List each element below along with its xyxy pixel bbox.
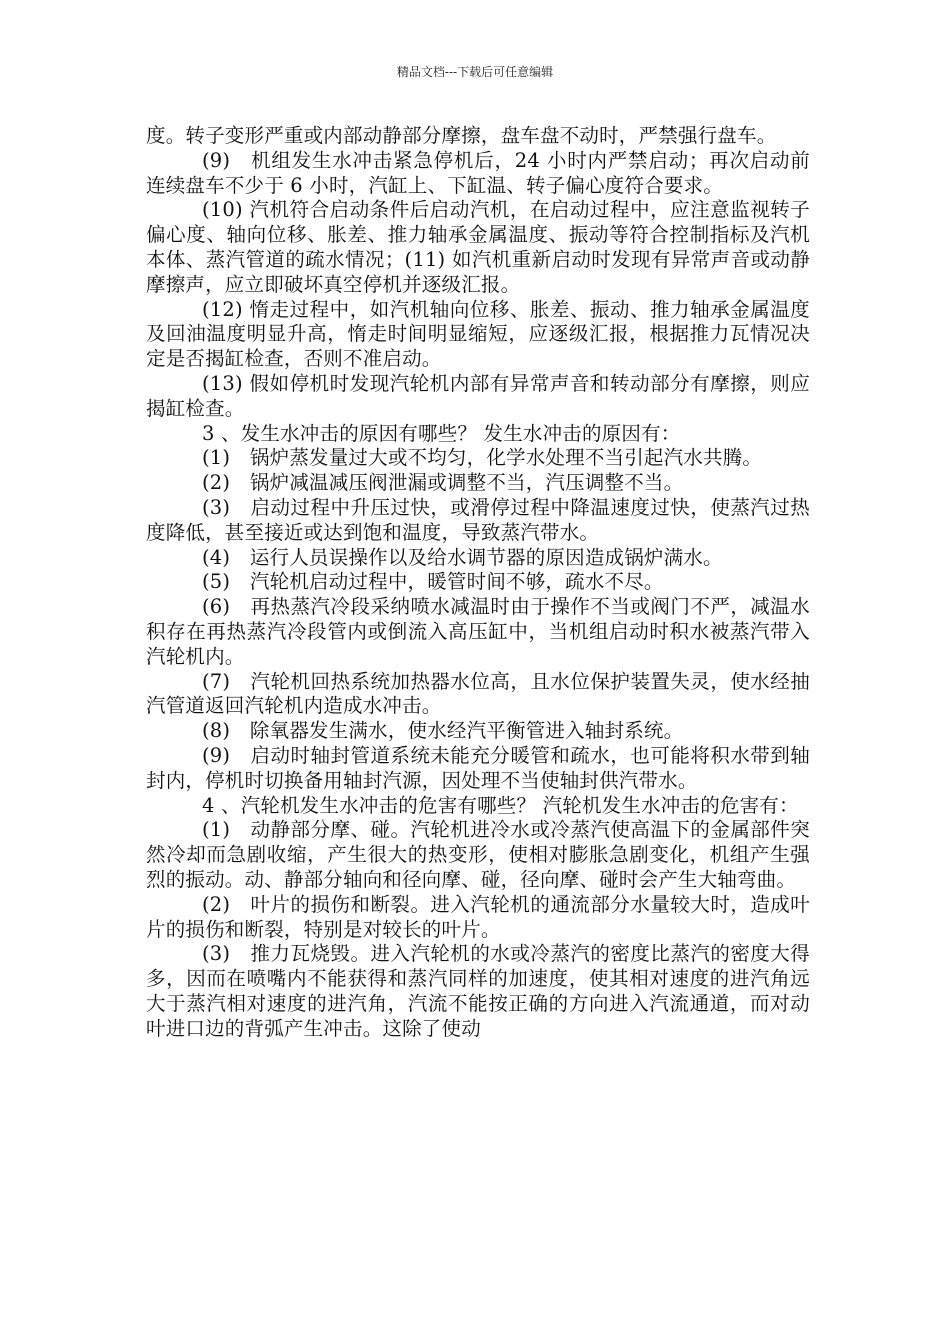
document-body [146, 124, 810, 1041]
section-heading-4: 4 、汽轮机发生水冲击的危害有哪些？ 汽轮机发生水冲击的危害有： [202, 793, 799, 817]
paragraph-item-9: (9) 机组发生水冲击紧急停机后，24 小时内严禁启动；再次启动前连续盘车不少于 6 小时，汽缸上、下缸温、转子偏心度符合要求。 [146, 148, 810, 197]
paragraph-cause-3: (3) 启动过程中升压过快，或滑停过程中降温速度过快，使蒸汽过热度降低，甚至接近或达到饱和温度，导致蒸汽带水。 [146, 495, 810, 544]
paragraph-harm-1: (1) 动静部分摩、碰。汽轮机进冷水或冷蒸汽使高温下的金属部件突然冷却而急剧收缩，产生很大的热变形，使相对膨胀急剧变化，机组产生强烈的振动。动、静部分轴向和径向摩、碰，径向摩、碰时会产生大轴弯曲。 [146, 818, 810, 891]
paragraph-cause-6: (6) 再热蒸汽冷段采纳喷水减温时由于操作不当或阀门不严，减温水积存在再热蒸汽冷段管内或倒流入高压缸中，当机组启动时积水被蒸汽带入汽轮机内。 [146, 595, 810, 668]
paragraph-continuation: 度。转子变形严重或内部动静部分摩擦，盘车盘不动时，严禁强行盘车。 [146, 124, 777, 147]
paragraph-cause-4: (4) 运行人员误操作以及给水调节器的原因造成锅炉满水。 [202, 545, 723, 569]
paragraph-harm-3: (3) 推力瓦烧毁。进入汽轮机的水或冷蒸汽的密度比蒸汽的密度大得多，因而在喷嘴内不能获得和蒸汽同样的加速度，使其相对速度的进汽角远大于蒸汽相对速度的进汽角，汽流不能按正确的方向进入汽流通道，而对动叶进口边的背弧产生冲击。这除了使动 [146, 942, 810, 1040]
paragraph-cause-5: (5) 汽轮机启动过程中，暖管时间不够，疏水不尽。 [202, 570, 664, 594]
paragraph-cause-1: (1) 锅炉蒸发量过大或不均匀，化学水处理不当引起汽水共腾。 [202, 446, 763, 470]
paragraph-cause-9: (9) 启动时轴封管道系统未能充分暖管和疏水，也可能将积水带到轴封内，停机时切换备用轴封汽源，因处理不当使轴封供汽带水。 [146, 743, 810, 792]
section-heading-3: 3 、发生水冲击的原因有哪些？ 发生水冲击的原因有： [202, 421, 681, 445]
paragraph-harm-2: (2) 叶片的损伤和断裂。进入汽轮机的通流部分水量较大时，造成叶片的损伤和断裂，特别是对较长的叶片。 [146, 892, 810, 941]
paragraph-cause-8: (8) 除氧器发生满水，使水经汽平衡管进入轴封系统。 [202, 719, 684, 743]
paragraph-item-10-11: (10) 汽机符合启动条件后启动汽机，在启动过程中，应注意监视转子偏心度、轴向位移、胀差、推力轴承金属温度、振动等符合控制指标及汽机本体、蒸汽管道的疏水情况；(11) 如汽机重新启动时发现有异常声音或动静摩擦声，应立即破坏真空停机并逐级汇报。 [146, 198, 810, 296]
paragraph-item-12: (12) 惰走过程中，如汽机轴向位移、胀差、振动、推力轴承金属温度及回油温度明显升高，惰走时间明显缩短，应逐级汇报，根据推力瓦情况决定是否揭缸检查，否则不准启动。 [146, 297, 810, 371]
page-header: 精品文档---下载后可任意编辑 [396, 65, 554, 79]
paragraph-cause-2: (2) 锅炉减温减压阀泄漏或调整不当，汽压调整不当。 [202, 471, 684, 495]
paragraph-cause-7: (7) 汽轮机回热系统加热器水位高，且水位保护装置失灵，使水经抽汽管道返回汽轮机内造成水冲击。 [146, 669, 810, 718]
paragraph-item-13: (13) 假如停机时发现汽轮机内部有异常声音和转动部分有摩擦，则应揭缸检查。 [146, 371, 810, 420]
